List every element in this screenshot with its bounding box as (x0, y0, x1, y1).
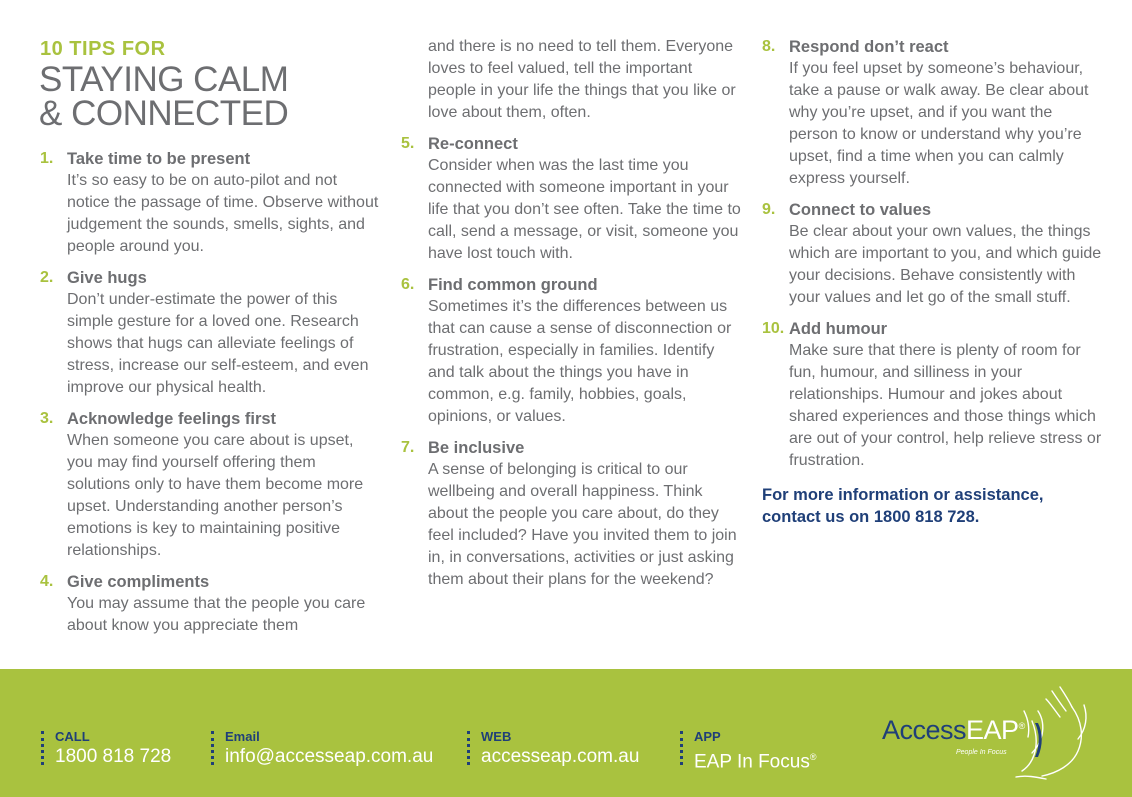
tip-number: 4. (40, 573, 54, 590)
footer-email (211, 729, 433, 769)
tip-body: Don’t under-estimate the power of this simple gesture for a loved one. Research shows that hugs can alleviate feelings of stress, increase our self-esteem, and even improve our physical health. (67, 291, 369, 396)
tip-3 (40, 408, 380, 562)
footer-web (467, 729, 639, 769)
tip-title: Give compliments (67, 573, 210, 591)
logo-tagline: People In Focus (956, 749, 1007, 756)
footer-call (41, 729, 171, 769)
tips-column-2 (401, 36, 741, 600)
tip-9 (762, 199, 1102, 309)
footer-band (0, 669, 1132, 797)
tip-10 (762, 318, 1102, 472)
tip-body: When someone you care about is upset, you may find yourself offering them solutions only to have them become more upset. Understanding another person’s emotions is key to maintaining positive relationships. (67, 432, 364, 559)
web-label: WEB (481, 729, 512, 744)
tip-4-continued: and there is no need to tell them. Everyone loves to feel valued, tell the important people in your life the things that you like or love about them, often. (428, 38, 736, 121)
tip-number: 1. (40, 150, 54, 167)
tip-body: It’s so easy to be on auto-pilot and not notice the passage of time. Observe without judgement the sounds, smells, sights, and people around you. (67, 172, 379, 255)
logo-wordmark (882, 715, 1025, 746)
tip-number: 7. (401, 439, 415, 456)
tip-title: Add humour (789, 320, 888, 338)
tip-8 (762, 36, 1102, 190)
tip-body: You may assume that the people you care about know you appreciate them (67, 595, 366, 634)
tip-body: Make sure that there is plenty of room for fun, humour, and silliness in your relationships. Humour and jokes about shared experiences and those things which are out of your control, help relieve stress or frustration. (789, 342, 1102, 469)
tip-title: Acknowledge feelings first (67, 410, 277, 428)
tip-5 (401, 133, 741, 265)
app-link[interactable] (694, 745, 816, 774)
footer-app (680, 729, 816, 774)
tips-column-1 (40, 148, 380, 646)
tip-title: Give hugs (67, 269, 147, 287)
tip-number: 8. (762, 38, 776, 55)
tip-number: 2. (40, 269, 54, 286)
tip-title: Re-connect (428, 135, 518, 153)
tip-number: 6. (401, 276, 415, 293)
accesseap-logo (882, 681, 1112, 791)
title-line-1: STAYING CALM (39, 60, 289, 99)
tip-body: Be clear about your own values, the things which are important to you, and which guide your decisions. Behave consistently with your values and let go of the small stuff. (789, 223, 1102, 306)
tip-2 (40, 267, 380, 399)
logo-word-eap: EAP (966, 715, 1019, 745)
email-label: Email (225, 729, 260, 744)
tip-number: 9. (762, 201, 776, 218)
tip-body: A sense of belonging is critical to our wellbeing and overall happiness. Think about the people you care about, do they feel included? Have you invited them to join in, in conversations, activities or just asking them about their plans for the weekend? (428, 461, 737, 588)
tip-title: Find common ground (428, 276, 598, 294)
title-line-2: & CONNECTED (39, 94, 289, 133)
tip-number: 10. (762, 320, 785, 337)
tips-column-3 (762, 36, 1102, 528)
call-number-link[interactable]: 1800 818 728 (55, 746, 172, 767)
tip-body: Consider when was the last time you connected with someone important in your life that you don’t see often. Take the time to call, send a message, or visit, someone you have lost touch with. (428, 157, 741, 262)
tip-6 (401, 274, 741, 428)
tip-title: Respond don’t react (789, 38, 949, 56)
tip-title: Connect to values (789, 201, 932, 219)
contact-callout: For more information or assistance, contact us on 1800 818 728. (762, 486, 1044, 526)
email-link[interactable]: info@accesseap.com.au (225, 746, 434, 767)
tip-number: 3. (40, 410, 54, 427)
tip-title: Take time to be present (67, 150, 251, 168)
registered-mark: ® (809, 752, 817, 762)
tip-4 (40, 571, 380, 637)
tip-title: Be inclusive (428, 439, 525, 457)
tip-7 (401, 437, 741, 591)
app-label: APP (694, 729, 721, 744)
web-link[interactable]: accesseap.com.au (481, 746, 640, 767)
logo-registered-mark: ® (1018, 721, 1025, 731)
title-kicker: 10 TIPS FOR (40, 38, 166, 60)
logo-word-access: Access (882, 715, 967, 745)
app-name: EAP In Focus (694, 751, 810, 773)
tip-body: Sometimes it’s the differences between us that can cause a sense of disconnection or frustration, especially in families. Identify and talk about the things you have in common, e.g. family, hobbies, goals, opinions, or values. (428, 298, 732, 425)
tip-body: If you feel upset by someone’s behaviour, take a pause or walk away. Be clear about why you’re upset, and if you want the person to know or understand why you’re upset, find a time when you can calmly express yourself. (789, 60, 1089, 187)
tip-1 (40, 148, 380, 258)
call-label: CALL (55, 729, 90, 744)
tip-number: 5. (401, 135, 415, 152)
